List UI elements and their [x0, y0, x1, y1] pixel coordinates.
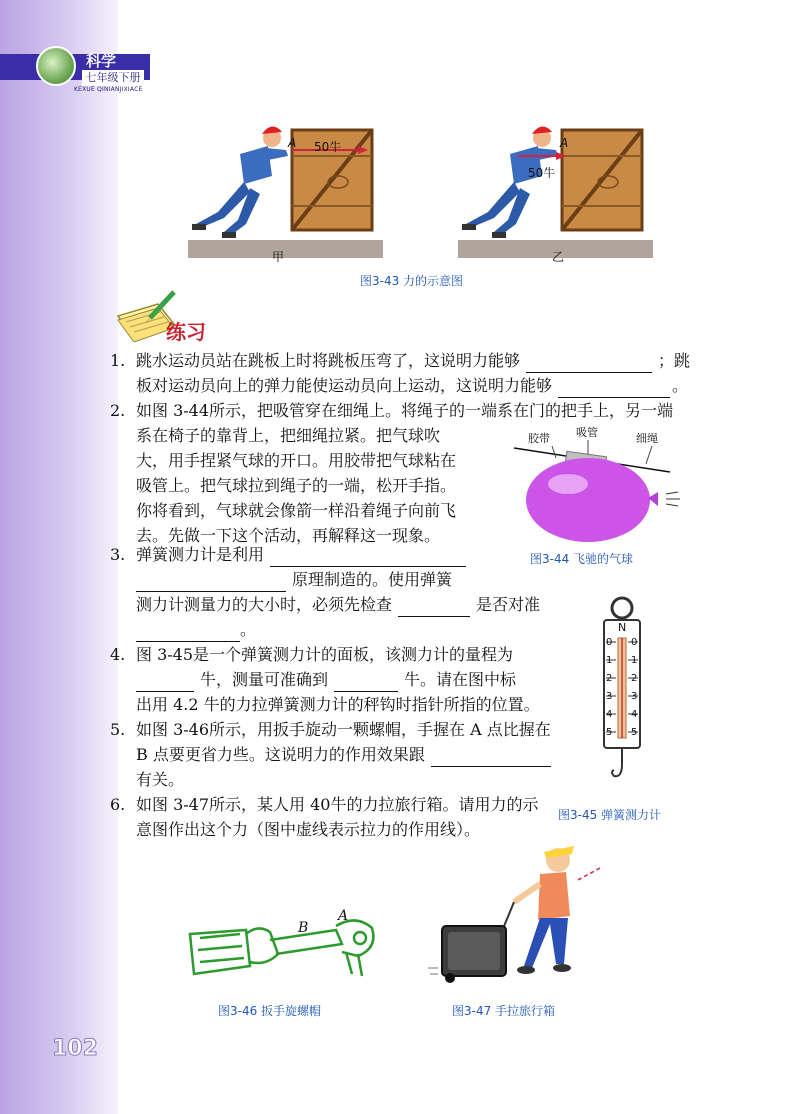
- answer-blank[interactable]: [558, 379, 670, 398]
- question-text: 测力计测量力的大小时，必须先检查: [136, 595, 393, 614]
- question-text: 。: [672, 376, 689, 395]
- header-grade: 七年级下册: [82, 70, 144, 86]
- question-number: 2.: [110, 401, 126, 420]
- header-pinyin: KEXUE QINIANJIXIACE: [74, 86, 143, 93]
- answer-blank[interactable]: [334, 673, 398, 692]
- question-number: 6.: [110, 795, 126, 814]
- question-text: 大，用手捏紧气球的开口。用胶带把气球粘在: [136, 451, 457, 470]
- question-text: 如图 3-47所示，某人用 40牛的力拉旅行箱。请用力的示: [136, 795, 539, 814]
- question-text: 如图 3-46所示，用扳手旋动一颗螺帽，手握在 A 点比握在: [136, 720, 551, 739]
- scale-tick-label: 1: [631, 655, 638, 666]
- question-text: 跳水运动员站在跳板上时将跳板压弯了，这说明力能够: [136, 351, 521, 370]
- question-text: 板对运动员向上的弹力能使运动员向上运动，这说明力能够: [136, 376, 553, 395]
- answer-blank[interactable]: [398, 598, 470, 617]
- question-number: 4.: [110, 645, 126, 664]
- answer-blank[interactable]: [136, 623, 240, 642]
- question-text: 是否对准: [476, 595, 541, 614]
- question-1: [110, 348, 710, 398]
- scale-tick-label: 5: [606, 727, 613, 738]
- question-text: B 点要更省力些。这说明力的作用效果跟: [136, 745, 425, 764]
- force-label: 50牛: [314, 140, 342, 154]
- point-a-label: A: [338, 908, 349, 924]
- figure-label-yi: 乙: [552, 250, 565, 264]
- person-pulling-suitcase-illustration: [428, 840, 608, 988]
- scale-tick-label: 4: [631, 709, 638, 720]
- point-a-label: A: [560, 136, 569, 150]
- question-text: 如图 3-44所示，把吸管穿在细绳上。将绳子的一端系在门的把手上，另一端: [136, 401, 674, 420]
- answer-blank[interactable]: [136, 573, 286, 592]
- point-a-label: A: [288, 136, 297, 150]
- scale-tick-label: 3: [631, 691, 638, 702]
- straw-label: 吸管: [576, 426, 598, 439]
- question-text: 有关。: [136, 770, 185, 789]
- left-scale: [606, 634, 612, 742]
- question-text: 去。先做一下这个活动，再解释这一现象。: [136, 526, 441, 545]
- scale-tick-label: 0: [631, 637, 638, 648]
- figure-3-47-caption: 图3-47 手拉旅行箱: [452, 1004, 556, 1018]
- question-5: [110, 717, 580, 792]
- worker-pushing-crate-illustration: [188, 120, 383, 258]
- figure-3-44-caption: 图3-44 飞驰的气球: [530, 552, 634, 566]
- question-text: ；跳: [658, 351, 691, 370]
- answer-blank[interactable]: [526, 354, 652, 373]
- figure-3-43-right: [458, 120, 653, 258]
- scale-tick-label: 2: [631, 673, 638, 684]
- question-text: 你将看到，气球就会像箭一样沿着绳子向前飞: [136, 501, 457, 520]
- figure-3-46-caption: 图3-46 扳手旋螺帽: [218, 1004, 322, 1018]
- question-number: 3.: [110, 545, 126, 564]
- question-text: 出用 4.2 牛的力拉弹簧测力计的秤钩时指针所指的位置。: [136, 695, 540, 714]
- string-label: 细绳: [636, 432, 658, 445]
- figure-3-47[interactable]: [428, 840, 608, 988]
- question-text: 意图作出这个力（图中虚线表示拉力的作用线）。: [136, 820, 481, 839]
- scale-unit-label: N: [618, 621, 627, 634]
- figure-3-45[interactable]: [598, 594, 646, 794]
- worker-pushing-crate-illustration: [458, 120, 653, 258]
- scale-tick-label: 4: [606, 709, 613, 720]
- question-4: [110, 642, 580, 717]
- question-text: 牛，测量可准确到: [200, 670, 329, 689]
- figure-3-44: [512, 424, 692, 554]
- question-text: 原理制造的。使用弹簧: [292, 570, 453, 589]
- point-b-label: B: [298, 920, 309, 936]
- answer-blank[interactable]: [270, 548, 466, 567]
- scale-tick-label: 0: [606, 637, 613, 648]
- answer-blank[interactable]: [431, 748, 551, 767]
- question-text: 吸管上。把气球拉到绳子的一端，松开手指。: [136, 476, 457, 495]
- question-text: 弹簧测力计是利用: [136, 545, 265, 564]
- figure-3-43-left: [188, 120, 383, 258]
- practice-title: 练习: [166, 320, 206, 344]
- wrench-on-nut-illustration: [186, 904, 396, 984]
- question-text: 系在椅子的靠背上，把细绳拉紧。把气球吹: [136, 426, 441, 445]
- force-label: 50牛: [528, 166, 556, 180]
- question-number: 1.: [110, 351, 126, 370]
- scale-tick-label: 5: [631, 727, 638, 738]
- scale-tick-label: 3: [606, 691, 613, 702]
- question-3: [110, 542, 580, 642]
- figure-label-jia: 甲: [272, 250, 285, 264]
- question-text: 图 3-45是一个弹簧测力计的面板，该测力计的量程为: [136, 645, 514, 664]
- tape-label: 胶带: [528, 432, 550, 445]
- figure-3-43-caption: 图3-43 力的示意图: [360, 274, 464, 288]
- header-subject: 科学: [86, 52, 117, 70]
- figure-3-46: [186, 904, 396, 984]
- question-text: 牛。请在图中标: [404, 670, 517, 689]
- question-number: 5.: [110, 720, 126, 739]
- scale-tick-label: 2: [606, 673, 613, 684]
- side-band: [0, 0, 118, 1114]
- question-text: 。: [240, 620, 257, 639]
- right-scale: [631, 634, 637, 742]
- balloon-on-string-illustration: [512, 424, 692, 554]
- figure-3-45-caption: 图3-45 弹簧测力计: [558, 808, 662, 822]
- answer-blank[interactable]: [136, 673, 194, 692]
- question-6: [110, 792, 580, 842]
- scale-tick-label: 1: [606, 655, 613, 666]
- page-number: 102: [52, 1036, 98, 1061]
- globe-logo-icon: [36, 46, 76, 86]
